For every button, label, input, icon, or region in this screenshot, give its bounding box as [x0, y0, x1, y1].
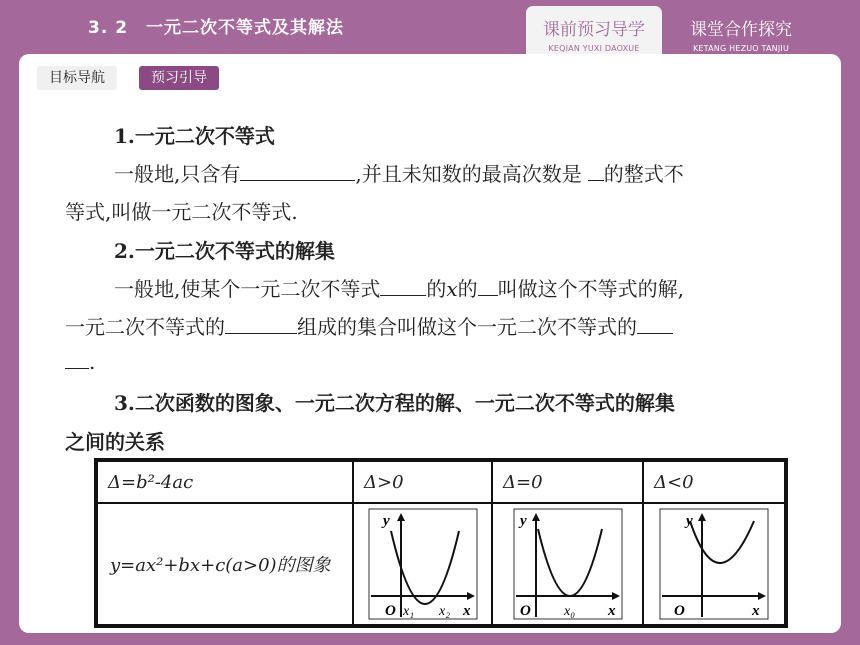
root-x1-label: x₁	[402, 604, 414, 619]
paragraph-2-line-3	[65, 348, 95, 374]
p2-text-b: 的	[426, 277, 447, 301]
tab-class-explore-pinyin: KETANG HEZUO TANJIU	[692, 44, 790, 53]
paragraph-1-line-1	[114, 158, 684, 187]
heading-3-text: .二次函数的图象、一元二次方程的解、一元二次不等式的解集	[127, 391, 675, 415]
blank-3[interactable]	[380, 275, 426, 296]
blank-2[interactable]	[588, 160, 604, 181]
blank-4[interactable]	[478, 275, 498, 296]
axis-x-label: x	[607, 603, 615, 619]
root-x0-label: x₀	[563, 604, 575, 619]
heading-1	[114, 120, 275, 149]
blank-6b[interactable]	[65, 348, 89, 369]
table-header-row	[96, 460, 786, 503]
p1-text-b: ,并且未知数的最高次数是	[355, 162, 582, 186]
heading-2-number: 2	[114, 239, 128, 263]
header-delta-zero: Δ=0	[492, 460, 643, 503]
graph-delta-negative	[643, 503, 786, 626]
heading-1-text: .一元二次不等式	[127, 124, 275, 148]
heading-3-line-2: 之间的关系	[65, 430, 165, 454]
p2-text-a: 一般地,使某个一元二次不等式	[114, 277, 381, 301]
heading-2	[114, 235, 335, 264]
paragraph-2-line-2	[65, 311, 673, 340]
paragraph-1-line-2: 等式,叫做一元二次不等式.	[65, 200, 298, 224]
p1-text-a: 一般地,只含有	[114, 162, 241, 186]
tab-preview-guide[interactable]	[526, 6, 662, 54]
origin-label: O	[674, 603, 685, 619]
axis-y-label: y	[519, 513, 527, 529]
subtab-goal-navigation[interactable]: 目标导航	[37, 66, 117, 90]
header-delta-negative: Δ<0	[643, 460, 786, 503]
axis-y-label: y	[382, 513, 390, 529]
tab-preview-guide-pinyin: KEQIAN YUXI DAOXUE	[548, 44, 640, 53]
blank-6a[interactable]	[637, 313, 673, 334]
paragraph-2-line-1	[114, 273, 684, 302]
content-panel	[19, 54, 841, 633]
tab-class-explore-label: 课堂合作探究	[690, 20, 792, 40]
relationship-table	[94, 458, 788, 628]
graph-delta-positive	[353, 503, 492, 626]
heading-1-number: 1	[114, 124, 128, 148]
axis-y-label: y	[686, 513, 693, 529]
header-delta-positive: Δ>0	[353, 460, 492, 503]
table-graph-row	[96, 503, 786, 626]
origin-label: O	[384, 603, 396, 619]
axis-x-label: x	[752, 603, 760, 619]
subtab-preview-guide[interactable]: 预习引导	[139, 66, 219, 90]
p2-text-c: 的	[457, 277, 478, 301]
heading-2-text: .一元二次不等式的解集	[127, 239, 335, 263]
heading-3-number: 3	[114, 391, 128, 415]
header-discriminant: Δ=b²-4ac	[96, 460, 353, 503]
p2-text-f: 组成的集合叫做这个一元二次不等式的	[297, 315, 637, 339]
tab-class-explore[interactable]	[676, 6, 806, 54]
blank-5[interactable]	[225, 313, 297, 334]
section-title: 3. 2 一元二次不等式及其解法	[88, 18, 345, 38]
graph-row-label: y=ax²+bx+c(a>0)的图象	[96, 503, 353, 626]
p2-text-e: 一元二次不等式的	[65, 315, 225, 339]
p2-text-g: .	[89, 350, 96, 374]
p1-text-c: 的整式不	[603, 162, 684, 186]
blank-1[interactable]	[240, 160, 355, 181]
parabola-one-root-graph	[512, 507, 624, 621]
heading-3	[114, 387, 675, 416]
parabola-two-roots-graph	[367, 507, 479, 621]
top-header-bar	[0, 0, 860, 54]
p2-text-d: 叫做这个不等式的解,	[497, 277, 684, 301]
graph-delta-zero	[492, 503, 643, 626]
root-x2-label: x₂	[438, 604, 450, 619]
axis-x-label: x	[462, 603, 470, 619]
origin-label: O	[519, 603, 531, 619]
tab-preview-guide-label: 课前预习导学	[543, 20, 645, 40]
parabola-no-root-graph	[658, 507, 770, 621]
p2-var-x: x	[446, 277, 458, 301]
